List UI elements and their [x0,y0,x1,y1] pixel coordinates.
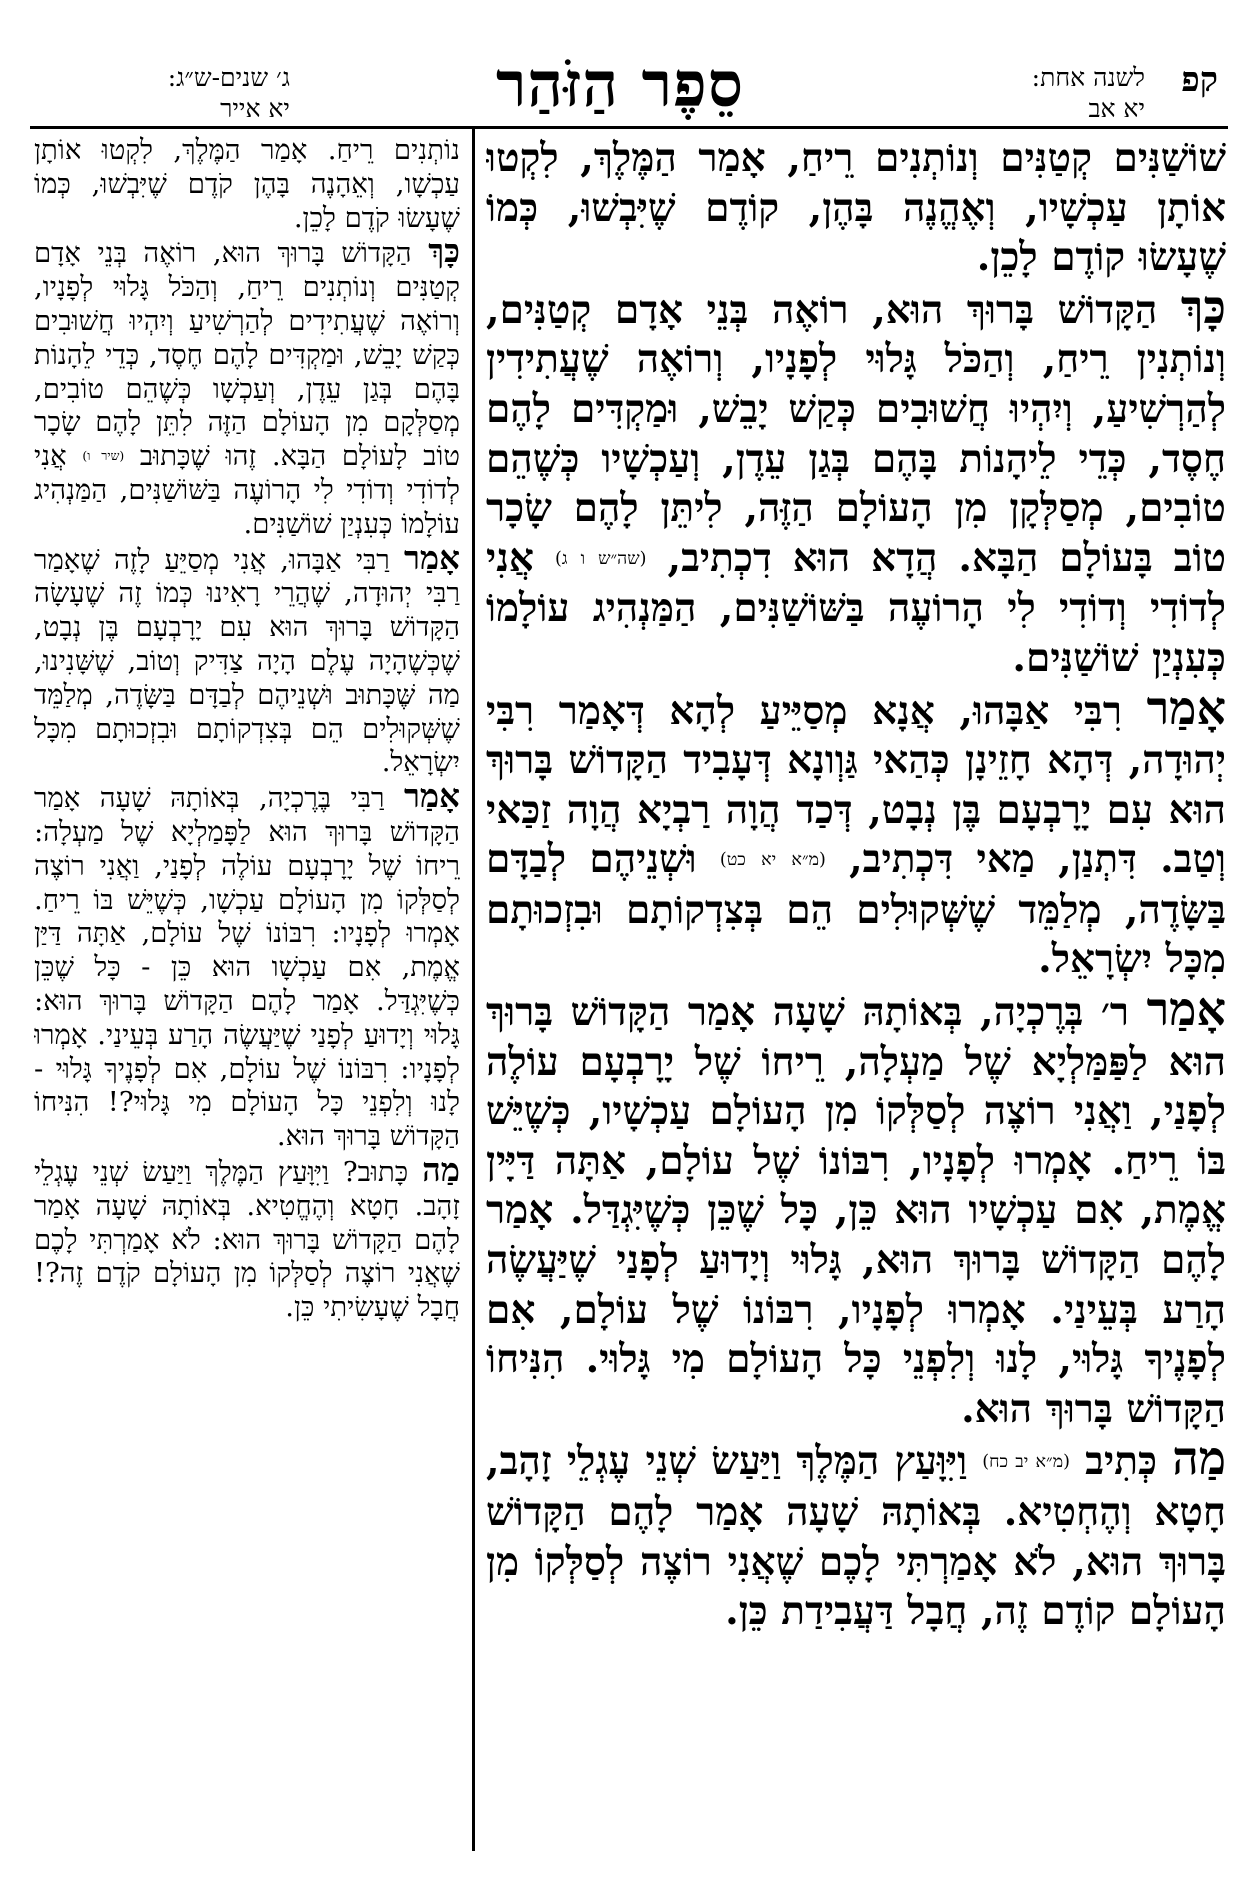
side-p4-text: רַבִּי בֶּרֶכְיָה, בְּאוֹתָהּ שָׁעָה אָמַר הַקָּדוֹשׁ בָּרוּךְ הוּא לַפָּמַלְיָא שֶׁל מַעְלָה: רֵיחוֹ שֶׁל יָרָבְעָם עוֹלֶה לְפָנַי, וַאֲנִי רוֹצֶה לְסַלְּקוֹ מִן הָעוֹלָם עַכְשָׁו, כְּשֶׁיֵּשׁ בּוֹ רֵיחַ. אָמְרוּ לְפָנָיו: רִבּוֹנוֹ שֶׁל עוֹלָם, אַתָּה דַּיַּן אֱמֶת, אִם עַכְשָׁו הוּא כֵּן - כָּל שֶׁכֵּן כְּשֶׁיִּגְדַּל. אָמַר לָהֶם הַקָּדוֹשׁ בָּרוּךְ הוּא: גָּלוּי וְיָדוּעַ לְפָנַי שֶׁיַּעֲשֶׂה הָרַע בְּעֵינַי. אָמְרוּ לְפָנָיו: רִבּוֹנוֹ שֶׁל עוֹלָם, אִם לְפָנֶיךָ גָּלוּי - לָנוּ וְלִפְנֵי כָּל הָעוֹלָם מִי גָּלוּי?! הִנִּיחוֹ הַקָּדוֹשׁ בָּרוּךְ הוּא. [34,782,460,1153]
header-right-schedule [955,62,1145,124]
side-p5-lead-word: מַה [422,1150,460,1189]
main-p5-text-b: וַיִּוָּעַץ הַמֶּלֶךְ וַיַּעַשׂ שְׁנֵי עֶגְלֵי זָהָב, חָטָא וְהֶחְטִיא. בְּאוֹתָהּ שָׁעָה אָמַר לָהֶם הַקָּדוֹשׁ בָּרוּךְ הוּא, לֹא אָמַרְתִּי לָכֶם שֶׁאֲנִי רוֹצֶה לְסַלְּקוֹ מִן הָעוֹלָם קוֹדֶם זֶה, חֲבָל דַּעֲבִידַת כֵּן. [486,1438,1226,1635]
main-p3-text-b: וּשְׁנֵיהֶם לְבַדָּם בַּשָּׂדֶה, מְלַמֵּד שֶׁשְּׁקוּלִים הֵם בְּצִדְקוֹתָם וּבִזְכוּתָם מִכָּל יִשְׂרָאֵל. [486,836,1226,983]
column-divider [472,126,475,1851]
side-paragraph-2 [34,232,460,541]
main-p3-source-ref: (מ״א יא כט) [719,850,826,871]
side-p3-text: רַבִּי אַבָּהוּ, אֲנִי מְסַיֵּעַ לָזֶה שֶׁאָמַר רַבִּי יְהוּדָה, שֶׁהֲרֵי רָאִינוּ כְּמוֹ זֶה שֶׁעָשָׂה הַקָּדוֹשׁ בָּרוּךְ הוּא עִם יָרָבְעָם בֶּן נְבָט, שֶׁכְּשֶׁהָיָה עֶלֶם הָיָה צַדִּיק וְטוֹב, שֶׁשָּׁנִינוּ, מַה שֶּׁכָּתוּב וּשְׁנֵיהֶם לְבַדָּם בַּשָּׂדֶה, מְלַמֵּד שֶׁשְּׁקוּלִים הֵם בְּצִדְקוֹתָם וּבִזְכוּתָם מִכָּל יִשְׂרָאֵל. [34,543,460,779]
main-p5-text: כְּתִיב [1085,1438,1158,1485]
side-paragraph-3 [34,538,460,781]
page-title: סֵפֶר הַזֹּהַר [495,48,745,121]
header-right-line-1: לשנה אחת: [1031,63,1145,92]
main-text-column [486,134,1226,1854]
side-p3-lead-word: אָמַר [404,538,460,577]
translation-column [34,134,460,1854]
header-right-line-2: יא אב [1088,94,1145,123]
side-paragraph-5 [34,1150,460,1325]
main-p5-source-ref: (מ״א יב כח) [982,1452,1070,1473]
main-p3-text: רִבִּי אַבָּהוּ, אֲנָא מְסַיֵּיעַ לְהָא דְּאָמַר רִבִּי יְהוּדָה, דְּהָא חָזֵינָן כְּהַאי גַּוְונָא דְּעָבִיד הַקָּדוֹשׁ בָּרוּךְ הוּא עִם יָרָבְעָם בֶּן נְבָט, דְּכַד הֲוָה רַבְיָא הֲוָה זַכַּאי וְטַב. דִּתְנַן, מַאי דִּכְתִיב, [486,687,1226,883]
main-p4-text: ר׳ בְּרֶכְיָה, בְּאוֹתָהּ שָׁעָה אָמַר הַקָּדוֹשׁ בָּרוּךְ הוּא לַפַּמַּלְיָא שֶׁל מַעְלָה, רֵיחוֹ שֶׁל יָרָבְעָם עוֹלֶה לְפָנַי, וַאֲנִי רוֹצֶה לְסַלְּקוֹ מִן הָעוֹלָם עַכְשָׁיו, כְּשֶׁיֵּשׁ בּוֹ רֵיחַ. אָמְרוּ לְפָנָיו, רִבּוֹנוֹ שֶׁל עוֹלָם, אַתָּה דַּיָּין אֱמֶת, אִם עַכְשָׁיו הוּא כֵּן, כָּל שֶׁכֵּן כְּשֶׁיִּגְדַּל. אָמַר לָהֶם הַקָּדוֹשׁ בָּרוּךְ הוּא, גָּלוּי וְיָדוּעַ לְפָנַי שֶׁיַּעֲשֶׂה הָרַע בְּעֵינַי. אָמְרוּ לְפָנָיו, רִבּוֹנוֹ שֶׁל עוֹלָם, אִם לְפָנֶיךָ גָּלוּי, לָנוּ וְלִפְנֵי כָּל הָעוֹלָם מִי גָּלוּי. הִנִּיחוֹ הַקָּדוֹשׁ בָּרוּךְ הוּא. [486,989,1226,1432]
side-paragraph-1 [34,134,460,235]
side-p2-lead-word: כָּךְ [428,232,460,271]
page-letter: קפ [1181,60,1218,100]
main-paragraph-5 [486,1431,1226,1636]
header-left-line-1: ג׳ שנים-ש״ג: [167,63,290,92]
main-paragraph-3 [486,680,1226,986]
main-p2-source-ref: (שה״ש ו ג) [554,548,647,569]
header-left-schedule [40,62,290,124]
main-paragraph-4 [486,982,1226,1434]
header-rule [30,126,1228,129]
main-p5-lead-word: מַה [1172,1431,1226,1486]
header-left-line-2: יא אייר [220,94,290,123]
main-p4-lead-word: אָמַר [1146,982,1226,1037]
main-p2-text-b: אֲנִי לְדוֹדִי וְדוֹדִי לִי הָרוֹעֶה בַּשּׁוֹשַׁנִּים, הַמַּנְהִיג עוֹלָמוֹ כְּעִנְיַן שׁוֹשַׁנִּים. [486,534,1226,681]
main-paragraph-2 [486,279,1226,684]
side-p5-text: כָּתוּב? וַיִּוָּעַץ הַמֶּלֶךְ וַיַּעַשׂ שְׁנֵי עֶגְלֵי זָהָב. חָטָא וְהֶחֱטִיא. בְּאוֹתָהּ שָׁעָה אָמַר לָהֶם הַקָּדוֹשׁ בָּרוּךְ הוּא: לֹא אָמַרְתִּי לָכֶם שֶׁאֲנִי רוֹצֶה לְסַלְּקוֹ מִן הָעוֹלָם קֹדֶם זֶה?! חֲבָל שֶׁעָשִׂיתִי כֵּן. [34,1155,460,1324]
side-p1-text: נוֹתְנִים רֵיחַ. אָמַר הַמֶּלֶךְ, לִקְטוּ אוֹתָן עַכְשָׁו, וְאֵהָנֶה בָּהֶן קֹדֶם שֶׁיִּבְשׁוּ, כְּמוֹ שֶׁעָשׂוּ קֹדֶם לָכֵן. [34,134,460,234]
side-p2-text: הַקָּדוֹשׁ בָּרוּךְ הוּא, רוֹאֶה בְּנֵי אָדָם קְטַנִּים וְנוֹתְנִים רֵיחַ, וְהַכֹּל גָּלוּי לְפָנָיו, וְרוֹאֶה שֶׁעֲתִידִים לְהַרְשִׁיעַ וְיִהְיוּ חֲשׁוּבִים כְּקַשׁ יָבֵשׁ, וּמַקְדִּים לָהֶם חֶסֶד, כְּדֵי לֵהָנוֹת בָּהֶם בְּגַן עֵדֶן, וְעַכְשָׁו כְּשֶׁהֵם טוֹבִים, מְסַלְּקָם מִן הָעוֹלָם הַזֶּה לִתֵּן לָהֶם שָׂכָר טוֹב לָעוֹלָם הַבָּא. זֶהוּ שֶׁכָּתוּב [34,237,460,473]
side-p4-lead-word: אָמַר [403,777,460,816]
main-p1-text: שׁוֹשַׁנִּים קְטַנִּים וְנוֹתְנִים רֵיחַ, אָמַר הַמֶּלֶךְ, לִקְטוּ אוֹתָן עַכְשָׁיו, וְאֶהֱנֶה בָּהֶן, קוֹדֶם שֶׁיִּבְשׁוּ, כְּמוֹ שֶׁעָשׂוּ קוֹדֶם לָכֵן. [486,135,1226,281]
main-p2-text: הַקָּדוֹשׁ בָּרוּךְ הוּא, רוֹאֶה בְּנֵי אָדָם קְטַנִּים, וְנוֹתְנִין רֵיחַ, וְהַכֹּל גָּלוּי לְפָנָיו, וְרוֹאֶה שֶׁעֲתִידִין לְהַרְשִׁיעַ, וְיִהְיוּ חֲשׁוּבִים כְּקַשׁ יָבֵשׁ, וּמַקְדִּים לָהֶם חֶסֶד, כְּדֵי לֵיהָנוֹת בָּהֶם בְּגַן עֵדֶן, וְעַכְשָׁיו כְּשֶׁהֵם טוֹבִים, מְסַלְּקָן מִן הָעוֹלָם הַזֶּה, לִיתֵּן לָהֶם שָׂכָר טוֹב בָּעוֹלָם הַבָּא. הֲדָא הוּא דִכְתִיב, [486,286,1226,581]
main-paragraph-1 [486,134,1226,283]
main-p2-lead-word: כָּךְ [1180,279,1226,334]
side-p2-source-ref: (שיר ו) [82,449,125,464]
side-paragraph-4 [34,777,460,1154]
main-p3-lead-word: אָמַר [1146,680,1226,735]
side-p2-text-b: אֲנִי לְדוֹדִי וְדוֹדִי לִי הָרוֹעֶה בַּשּׁוֹשַׁנִּים, הַמַּנְהִיג עוֹלָמוֹ כְּעִנְיַן שׁוֹשַׁנִּים. [34,440,460,540]
